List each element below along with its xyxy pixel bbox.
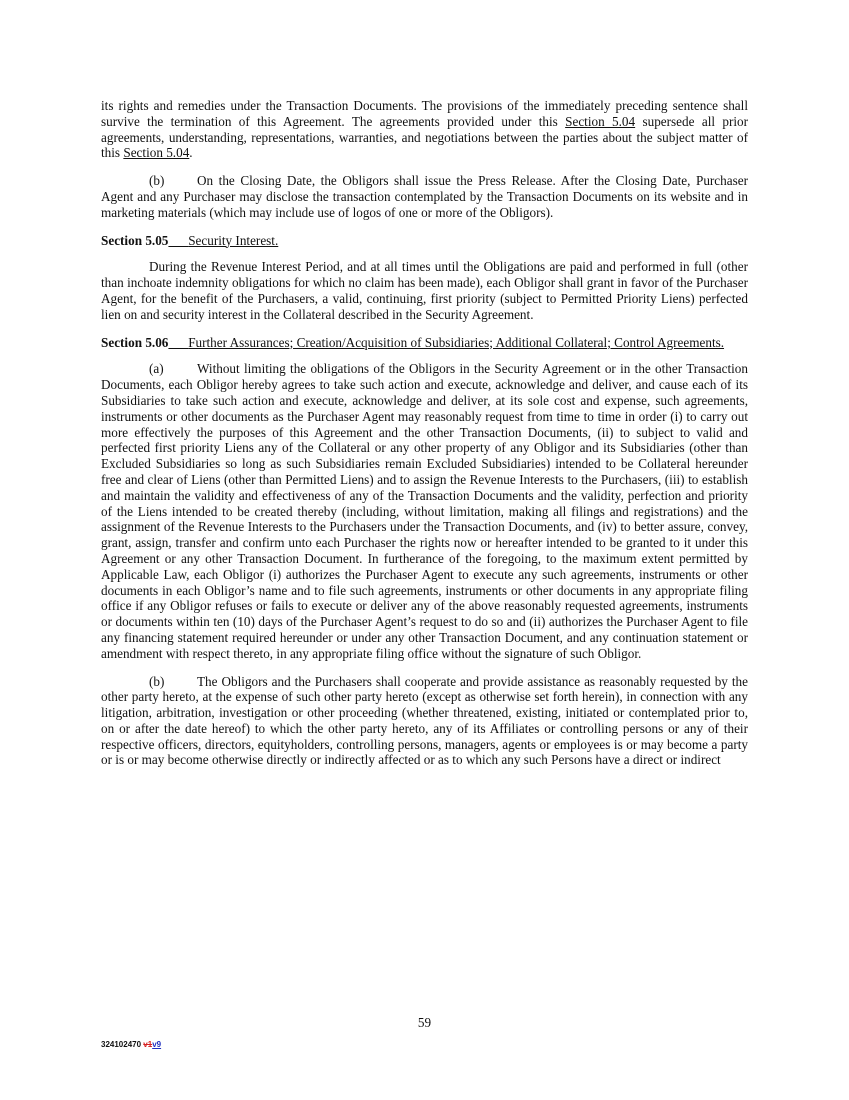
paragraph-a-further-assurances <box>101 361 748 661</box>
document-page <box>101 98 748 780</box>
section-title: Security Interest. <box>188 232 279 248</box>
paragraph-b-press-release <box>101 173 748 220</box>
para-text: supersede all prior agreements, understanding, representations, warranties, and negotiations between the parties about the subject matter of this <box>101 113 749 161</box>
clause-label: (a) <box>149 361 164 377</box>
page-number: 59 <box>417 1015 432 1030</box>
section-5-05-body: During the Revenue Interest Period, and at all times until the Obligations are paid and performed in full (other than inchoate indemnity obligations for which no claim has been made), each Obligor shall grant in favor of the Purchaser Agent, for the benefit of the Purchasers, a valid, continuing, first priority (subject to Permitted Priority Liens) perfected lien on and security interest in the Collateral described in the Security Agreement. <box>101 259 748 322</box>
document-id-footer <box>101 1040 161 1049</box>
doc-number: 324102470 <box>101 1040 142 1049</box>
section-heading-5-05 <box>101 233 748 249</box>
section-title-gap <box>168 233 188 248</box>
para-text: Without limiting the obligations of the Obligors in the Security Agreement or in the other Transaction Documents, each Obligor hereby agrees to take such action and execute, acknowledge and deliver, and cause each of its Subsidiaries to take such action and execute, acknowledge and deliver, at its sole cost and expense, such agreements, instruments or other documents as the Purchaser Agent may reasonably request from time to time in order (i) to carry out more effectively the purposes of this Agreement and the other Transaction Documents, (ii) to subject to valid and perfected first priority Liens any of the Collateral or any other property of any Obligor and its Subsidiaries (other than Excluded Subsidiaries so long as such Subsidiaries remain Excluded Subsidiaries) intended to be Collateral hereunder free and clear of Liens (other than Permitted Liens) and to assign the Revenue Interests to the Purchasers, (iii) to establish and maintain the validity and effectiveness of any of the Transaction Documents and the validity, perfection and priority of the Liens intended to be created thereby (including, without limitation, making all filings and registrations) and the assignment of the Revenue Interests to the Purchasers under the Transaction Documents, and (iv) to better assure, convey, grant, assign, transfer and confirm unto each Purchaser the rights now or hereafter intended to be granted to it under this Agreement or any other Transaction Document. In furtherance of the foregoing, to the maximum extent permitted by Applicable Law, each Obligor (i) authorizes the Purchaser Agent to execute any such agreements, instruments or other documents in each Obligor’s name and to file such agreements, instruments or other documents in any appropriate filing office if any Obligor refuses or fails to execute or deliver any of the above reasonably requested agreements, instruments or documents within ten (10) days of the Purchaser Agent’s request to do so and (ii) authorizes the Purchaser Agent to file any financing statement required hereunder or under any other Transaction Document, and any continuation statement or amendment with respect thereto, in any appropriate filing office without the signature of such Obligor. <box>101 361 748 661</box>
para-text: On the Closing Date, the Obligors shall issue the Press Release. After the Closing Date, Purchaser Agent and any Purchaser may disclose the transaction contemplated by the Transaction Documents on its website and in marketing materials (which may include use of logos of one or more of the Obligors). <box>101 173 748 220</box>
section-heading-5-06 <box>101 335 748 351</box>
section-title-gap <box>168 335 188 350</box>
paragraph-b-cooperation <box>101 674 748 769</box>
section-reference: Section 5.04 <box>123 145 190 161</box>
para-text: its rights and remedies under the Transaction Documents. The provisions of the immediately preceding sentence shall survive the termination of this Agreement. The agreements provided under this <box>101 98 748 129</box>
para-text: The Obligors and the Purchasers shall cooperate and provide assistance as reasonably requested by the other party hereto, at the expense of such other party hereto (except as otherwise set forth herein), in connection with any litigation, arbitration, investigation or other proceeding (whether threatened, existing, initiated or contemplated prior to, on or after the date hereof) to which the other party hereto, any of its Affiliates or controlling persons or any of their respective officers, directors, equityholders, controlling persons, managers, agents or employees is or may become a party or is or may become otherwise directly or indirectly affected or as to which any such Persons have a direct or indirect <box>101 673 748 768</box>
section-number: Section 5.06 <box>101 334 169 350</box>
section-number: Section 5.05 <box>101 232 169 248</box>
section-title: Further Assurances; Creation/Acquisition of Subsidiaries; Additional Collateral; Control Agreements. <box>188 334 725 350</box>
section-reference: Section 5.04 <box>565 113 636 129</box>
version-deleted: v1 <box>143 1040 153 1049</box>
clause-label: (b) <box>149 173 165 189</box>
paragraph-continuation <box>101 98 748 161</box>
version-inserted: v9 <box>152 1040 162 1049</box>
para-text: . <box>189 145 193 161</box>
clause-label: (b) <box>149 673 165 689</box>
